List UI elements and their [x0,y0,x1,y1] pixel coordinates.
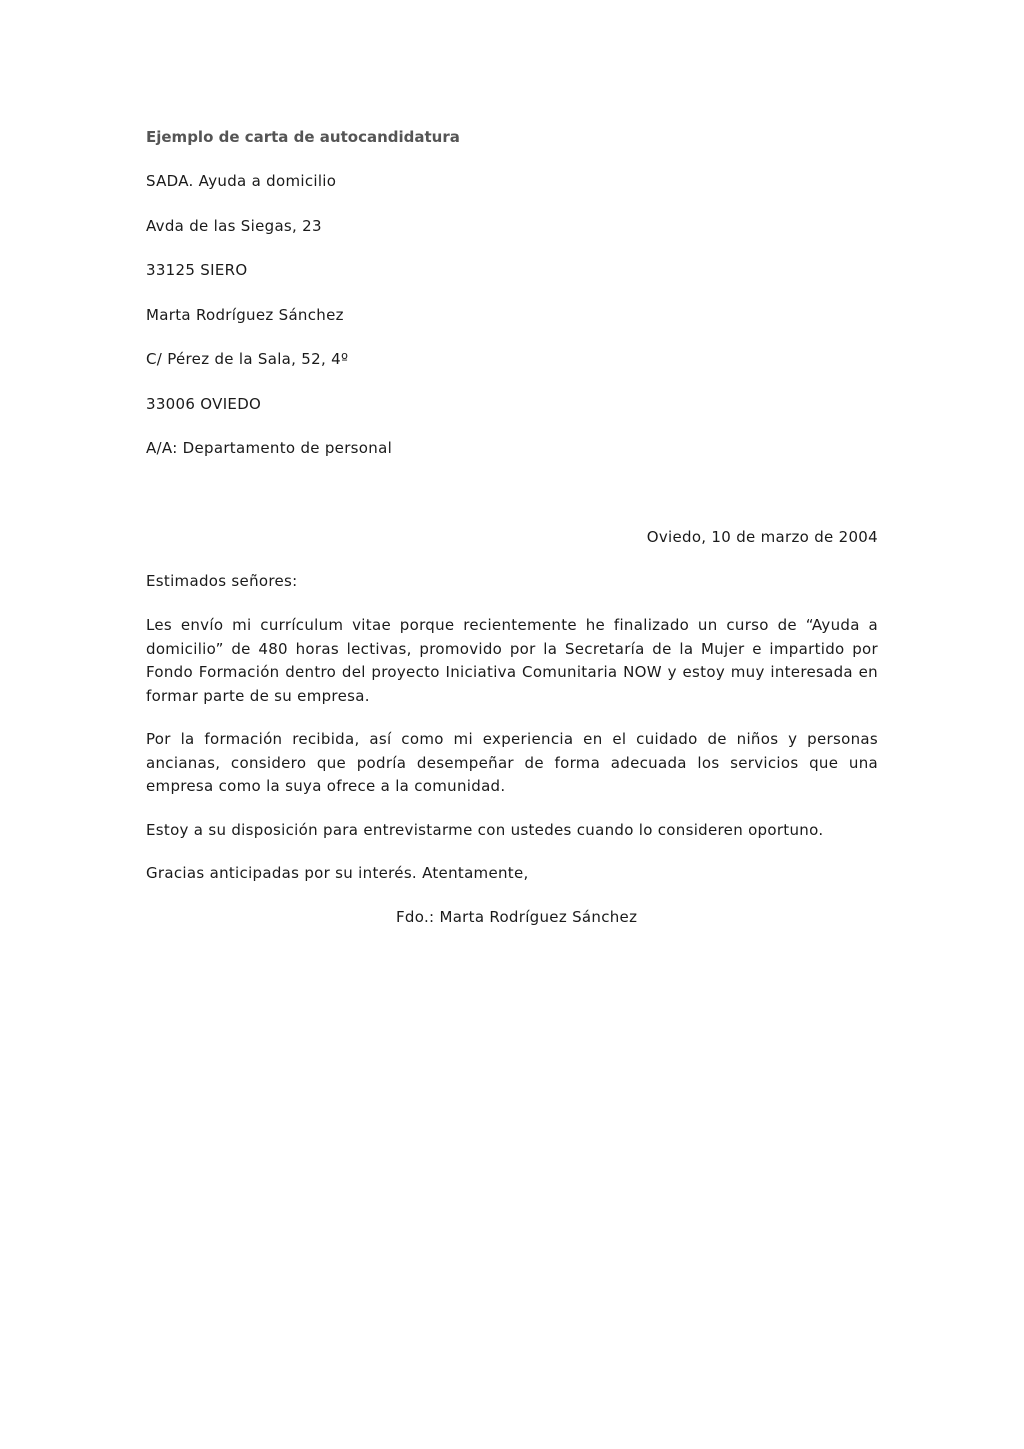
sender-city: 33006 OVIEDO [146,394,262,413]
salutation: Estimados señores: [146,571,298,590]
recipient-address: Avda de las Siegas, 23 [146,216,322,235]
letter-body [146,126,878,928]
paragraph-4: Gracias anticipadas por su interés. Atentamente, [146,864,529,882]
letter-date: Oviedo, 10 de marzo de 2004 [646,527,878,546]
paragraph-3: Estoy a su disposición para entrevistarme con ustedes cuando lo consideren oportuno. [146,820,824,839]
recipient-company: SADA. Ayuda a domicilio [146,172,337,190]
sender-name: Marta Rodríguez Sánchez [146,305,344,324]
letter-title: Ejemplo de carta de autocandidatura [146,128,460,146]
attention-line: A/A: Departamento de personal [146,439,393,457]
signature-line: Fdo.: Marta Rodríguez Sánchez [396,907,638,926]
paragraph-2: Por la formación recibida, así como mi experiencia en el cuidado de niños y personas ancianas, considero que podría desempeñar de forma adecuada los servicios que una empresa como la suya ofrece a la comunidad. [146,730,878,795]
paragraph-1: Les envío mi currículum vitae porque recientemente he finalizado un curso de “Ayuda a domicilio” de 480 horas lectivas, promovido por la Secretaría de la Mujer e impartido por Fondo Formación dentro del proyecto Iniciativa Comunitaria NOW y estoy muy interesada en formar parte de su empresa. [146,616,878,705]
recipient-city: 33125 SIERO [146,261,248,279]
sender-address: C/ Pérez de la Sala, 52, 4º [146,350,349,368]
blank-space [146,482,878,526]
